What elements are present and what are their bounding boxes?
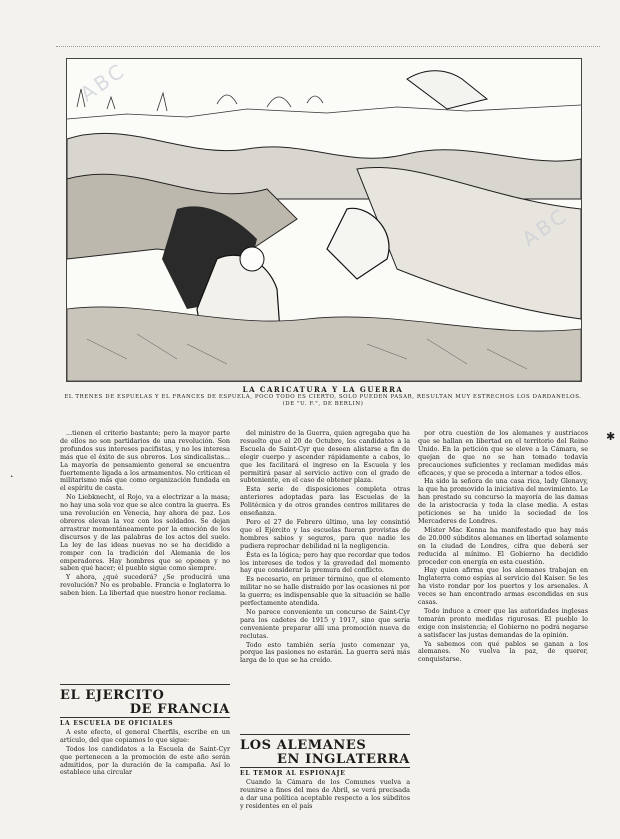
margin-mark: · bbox=[10, 470, 14, 483]
watermark: ABC bbox=[75, 57, 131, 107]
headline-ejercito-line2: DE FRANCIA bbox=[129, 702, 230, 717]
paragraph: por otra cuestión de los alemanes y austríacos que se hallan en libertad en el territorio del Reino Unido. En la petición que se eleve a la Cámara, se quejan de que no se han tomado todavía precauciones suficientes y reclaman medidas más eficaces, y que se proceda a internar a todos ellos. bbox=[418, 430, 588, 477]
paragraph: No parece conveniente un concurso de Saint-Cyr para los cadetes de 1915 y 1917, sino que sería conveniente preparar allí una promoción nueva de reclutas. bbox=[240, 607, 410, 640]
paragraph: Es necesario, en primer término, que el elemento militar no se halle distraído por las ocasiones ni por la guerra; es indispensable que la situación se halle perfectamente atendida. bbox=[240, 575, 410, 608]
cartoon-illustration bbox=[66, 58, 582, 382]
paragraph: Todo induce a creer que las autoridades inglesas tomarán pronto medidas rigurosas. El pueblo lo exige con insistencia; el Gobierno no podrá negarse a satisfacer las justas demandas de la opinión. bbox=[418, 606, 588, 639]
column-2-after bbox=[240, 779, 410, 821]
divider bbox=[240, 734, 410, 735]
headline-alemanes-line2: EN INGLATERRA bbox=[277, 752, 410, 767]
caption-title: LA CARICATURA Y LA GUERRA bbox=[242, 385, 404, 394]
paragraph: Cuando la Cámara de los Comunes vuelva a reunirse a fines del mes de Abril, se verá precisada a dar una política aceptable respecto a los súbditos y residentes en el país bbox=[240, 778, 410, 810]
top-rule bbox=[56, 46, 600, 47]
subheadline-escuela: LA ESCUELA DE OFICIALES bbox=[60, 717, 230, 728]
paragraph: Míster Mac Kenna ha manifestado que hay más de 20.000 súbditos alemanes en libertad solamente en la ciudad de Londres, cifra que deberá ser reducida al mínimo. El Gobierno ha decidido proceder con energía en esta cuestión. bbox=[418, 525, 588, 566]
subheadline-espionaje: EL TEMOR AL ESPIONAJE bbox=[240, 767, 410, 778]
watermark: ABC bbox=[517, 202, 573, 252]
paragraph: A este efecto, el general Cherfils, escribe en un artículo, del que copiamos lo que sigue: bbox=[60, 727, 230, 744]
paragraph: Hay quien afirma que los alemanes trabajan en Inglaterra como espías al servicio del Kaiser. Se les ha visto rondar por los puertos y los arsenales. A veces se han encontrado armas escondidas en sus casas. bbox=[418, 566, 588, 607]
paragraph: No Liebknecht, el Rojo, va a electrizar a la masa; no hay una sola voz que se alce contra la guerra. Es una revolución en Venecia, hay ahora de paz. Los obreros elevan la voz con los soldados. Se dejan arrastrar momentáneamente por la emoción de los discursos y de las palabras de los actos del suelo. La ley de las ideas nuevas no se ha decidido a romper con la tradición del Alemania de los emperadores. Hay hombres que se oponen y no saben qué hacer; el pueblo sigue como siempre. bbox=[60, 493, 230, 573]
column-1 bbox=[60, 430, 230, 778]
column-3-body bbox=[418, 430, 588, 825]
column-2 bbox=[240, 430, 410, 821]
margin-mark: ✱ bbox=[606, 430, 616, 443]
paragraph: Todo esto también sería justo comenzar ya, porque las pasiones no estarán. La guerra será más larga de lo que se ha creído. bbox=[240, 640, 410, 665]
paragraph: Pero el 27 de Febrero último, una ley consintió que el Ejército y las escuelas fueran provistas de hombres sabios y seguros, para que nadie les pudiera reprochar debilidad ni la negligencia. bbox=[240, 517, 410, 550]
paragraph: Todos los candidatos a la Escuela de Saint-Cyr que pertenecen a la promoción de este año serán admitidos, por la duración de la campaña. Así lo establece una circular bbox=[60, 744, 230, 777]
paragraph: Ésta es la lógica; pero hay que recordar que todos los intereses de todos y la gravedad del momento hay que considerar la premura del conflicto. bbox=[240, 550, 410, 575]
column-1-body bbox=[60, 430, 230, 680]
column-2-body bbox=[240, 430, 410, 730]
headline-ejercito-line1: EL EJERCITO bbox=[60, 688, 165, 703]
paragraph: Ha sido la señora de una casa rica, lady Glenavy, la que ha promovido la iniciativa del movimiento. Le han prestado su concurso la mayoría de las damas de la aristocracia y toda la clase media. A estas peticiones se ha unido la sociedad de los Mercaderes de Londres. bbox=[418, 477, 588, 525]
caption-text: EL TRENES DE ESPUELAS Y EL FRANCES DE ESPUELA, POCO TODO ES CIERTO, SOLO PUEDEN PASAR, RESULTAN MUY ESTRECHOS LOS DARDANELOS. (DE "U. F.", DE BERLIN) bbox=[64, 394, 582, 407]
paragraph: del ministro de la Guerra, quien agregaba que ha resuelto que el 20 de Octubre, los candidatos a la Escuela de Saint-Cyr que deseen alistarse a fin de elegir cuerpo y ascender rápidamente a cabos, lo que les facilitará el ingreso en la Escuela y les permitirá pasar al servicio activo con el grado de subteniente, en el caso de obtener plaza. bbox=[240, 430, 410, 485]
column-3 bbox=[418, 430, 588, 825]
headline-alemanes-line1: LOS ALEMANES bbox=[240, 738, 367, 753]
divider bbox=[60, 684, 230, 685]
paragraph: Ya sabemos con qué pablos se ganan a los alemanes. No vuelva la paz, de querer, conquistarse. bbox=[418, 639, 588, 664]
paragraph: Y ahora, ¿qué sucederá? ¿Se producirá una revolución? No es probable. Francia e Inglaterra lo saben bien. La libertad que nuestro honor reclama. bbox=[60, 573, 230, 598]
paragraph: ...tienen el criterio bastante; pero la mayor parte de ellos no son partidarios de una revolución. Son profundos sus intereses pacifistas, y no les interesa más que el éxito de sus obreros. Los sindicalistas... La mayoría de pensamiento general se encuentra fuertemente ligada a los armamentos. No critican el militarismo más que como organización fundada en el espíritu de casta. bbox=[60, 430, 230, 493]
paragraph: Esta serie de disposiciones completa otras anteriores adoptadas para las Escuelas de la Politécnica y de otros grandes centros militares de enseñanza. bbox=[240, 485, 410, 518]
